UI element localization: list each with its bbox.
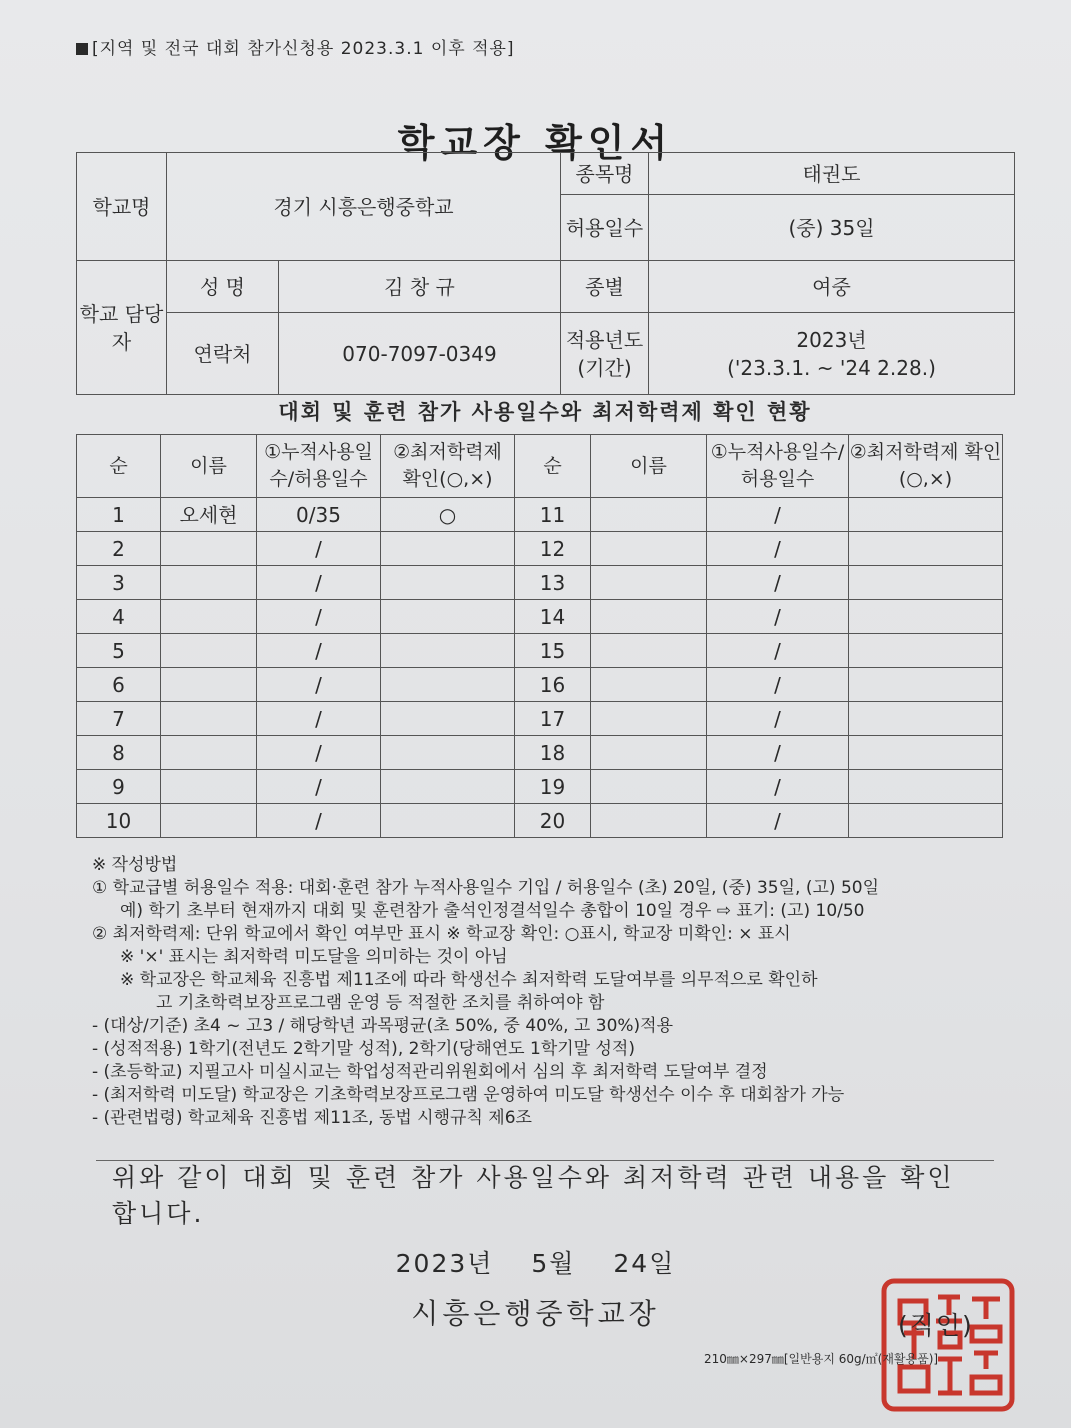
- row-no-left: 9: [77, 770, 161, 804]
- row-check-right: [849, 804, 1003, 838]
- col-days-left: ①누적사용일수/허용일수: [257, 435, 381, 498]
- table-row: [77, 600, 1003, 634]
- col-no-left: 순: [77, 435, 161, 498]
- row-no-left: 10: [77, 804, 161, 838]
- row-no-right: 15: [515, 634, 591, 668]
- confirm-line-1: 위와 같이 대회 및 훈련 참가 사용일수와 최저학력 관련 내용을 확인: [112, 1163, 955, 1192]
- row-check-right: [849, 566, 1003, 600]
- school-label: 학교명: [77, 153, 167, 261]
- row-name-left: [161, 804, 257, 838]
- paper-spec-note: 210㎜×297㎜[일반용지 60g/㎡(재활용품)]: [704, 1352, 939, 1366]
- row-days-left: 0/35: [257, 498, 381, 532]
- note-2-a: ※ '×' 표시는 최저학력 미도달을 의미하는 것이 아님: [120, 947, 508, 967]
- notes-heading: ※ 작성방법: [92, 855, 178, 875]
- row-days-left: /: [257, 804, 381, 838]
- note-2-b1: ※ 학교장은 학교체육 진흥법 제11조에 따라 학생선수 최저학력 도달여부를 의무적으로 확인하: [120, 970, 818, 990]
- row-days-right: /: [707, 600, 849, 634]
- row-name-left: [161, 532, 257, 566]
- row-check-left: [381, 736, 515, 770]
- principal-title: 시흥은행중학교장: [411, 1297, 660, 1330]
- row-name-left: 오세현: [161, 498, 257, 532]
- row-no-left: 1: [77, 498, 161, 532]
- row-no-left: 7: [77, 702, 161, 736]
- form-header-tag: [지역 및 전국 대회 참가신청용 2023.3.1 이후 적용]: [76, 34, 515, 59]
- table-row: [77, 634, 1003, 668]
- sport-value: 태권도: [649, 153, 1015, 195]
- detail-3: - (초등학교) 지필고사 미실시교는 학업성적관리위원회에서 심의 후 최저학력 도달여부 결정: [92, 1062, 768, 1082]
- detail-2: - (성적적용) 1학기(전년도 2학기말 성적), 2학기(당해연도 1학기말 성적): [92, 1039, 635, 1059]
- row-no-left: 5: [77, 634, 161, 668]
- year-label: 적용년도 (기간): [561, 313, 649, 395]
- allowed-value: (중) 35일: [649, 195, 1015, 261]
- row-name-right: [591, 600, 707, 634]
- row-name-left: [161, 634, 257, 668]
- table-row: [77, 804, 1003, 838]
- note-2: ② 최저학력제: 단위 학교에서 확인 여부만 표시 ※ 학교장 확인: ○표시, 학교장 미확인: × 표시: [92, 924, 791, 944]
- row-name-right: [591, 702, 707, 736]
- row-days-left: /: [257, 736, 381, 770]
- date-month: 5월: [531, 1249, 576, 1278]
- row-no-right: 16: [515, 668, 591, 702]
- row-check-right: [849, 736, 1003, 770]
- row-check-left: [381, 532, 515, 566]
- row-days-right: /: [707, 736, 849, 770]
- row-name-left: [161, 736, 257, 770]
- table-row: [77, 702, 1003, 736]
- name-label: 성 명: [167, 261, 279, 313]
- period-value: ('23.3.1. ~ '24 2.28.): [727, 355, 936, 380]
- allowed-label: 허용일수: [561, 195, 649, 261]
- row-no-right: 11: [515, 498, 591, 532]
- detail-5: - (관련법령) 학교체육 진흥법 제11조, 동법 시행규칙 제6조: [92, 1108, 532, 1128]
- row-name-right: [591, 498, 707, 532]
- note-2-b2: 고 기초학력보장프로그램 운영 등 적절한 조치를 취하여야 함: [156, 993, 605, 1013]
- row-name-right: [591, 566, 707, 600]
- row-name-right: [591, 770, 707, 804]
- row-days-left: /: [257, 600, 381, 634]
- row-no-right: 18: [515, 736, 591, 770]
- row-check-left: [381, 634, 515, 668]
- row-no-left: 6: [77, 668, 161, 702]
- row-check-left: [381, 804, 515, 838]
- date-year: 2023년: [395, 1249, 494, 1278]
- row-check-left: [381, 702, 515, 736]
- row-name-right: [591, 634, 707, 668]
- row-days-right: /: [707, 804, 849, 838]
- writing-notes: [92, 854, 1002, 1130]
- row-days-right: /: [707, 668, 849, 702]
- row-check-right: [849, 532, 1003, 566]
- contact-label: 연락처: [167, 313, 279, 395]
- row-name-right: [591, 668, 707, 702]
- row-no-right: 12: [515, 532, 591, 566]
- table-row: [77, 736, 1003, 770]
- row-days-left: /: [257, 634, 381, 668]
- row-check-right: [849, 770, 1003, 804]
- row-check-left: [381, 770, 515, 804]
- name-value: 김 창 규: [279, 261, 561, 313]
- seal-label: (직인): [898, 1311, 974, 1340]
- row-days-right: /: [707, 532, 849, 566]
- col-check-right: ②최저학력제 확인(○,×): [849, 435, 1003, 498]
- year-cell: [649, 313, 1015, 395]
- row-name-left: [161, 702, 257, 736]
- row-check-right: [849, 668, 1003, 702]
- sport-label: 종목명: [561, 153, 649, 195]
- row-days-right: /: [707, 566, 849, 600]
- table-header-row: [77, 435, 1003, 498]
- row-days-left: /: [257, 702, 381, 736]
- row-check-right: [849, 498, 1003, 532]
- row-no-left: 3: [77, 566, 161, 600]
- row-check-right: [849, 634, 1003, 668]
- row-name-right: [591, 532, 707, 566]
- section-title: 대회 및 훈련 참가 사용일수와 최저학력제 확인 현황: [278, 400, 812, 424]
- row-name-right: [591, 736, 707, 770]
- row-no-left: 8: [77, 736, 161, 770]
- category-label: 종별: [561, 261, 649, 313]
- date-day: 24일: [613, 1249, 676, 1278]
- row-days-left: /: [257, 770, 381, 804]
- row-days-right: /: [707, 770, 849, 804]
- table-row: [77, 668, 1003, 702]
- school-value: 경기 시흥은행중학교: [167, 153, 561, 261]
- table-row: [77, 532, 1003, 566]
- contact-value: 070-7097-0349: [279, 313, 561, 395]
- row-no-right: 19: [515, 770, 591, 804]
- note-1-example: 예) 학기 초부터 현재까지 대회 및 훈련참가 출석인정결석일수 총합이 10일 경우 ⇨ 표기: (고) 10/50: [120, 901, 865, 921]
- row-name-right: [591, 804, 707, 838]
- row-days-right: /: [707, 498, 849, 532]
- row-name-left: [161, 668, 257, 702]
- row-check-right: [849, 702, 1003, 736]
- row-no-right: 20: [515, 804, 591, 838]
- table-row: [77, 498, 1003, 532]
- official-seal-icon: [878, 1275, 1018, 1415]
- row-days-left: /: [257, 668, 381, 702]
- row-check-left: [381, 566, 515, 600]
- info-table: [76, 152, 1015, 395]
- row-name-left: [161, 770, 257, 804]
- row-no-right: 17: [515, 702, 591, 736]
- row-days-right: /: [707, 702, 849, 736]
- confirm-line-2: 합니다.: [112, 1199, 205, 1228]
- row-check-left: [381, 600, 515, 634]
- row-no-right: 14: [515, 600, 591, 634]
- col-name-left: 이름: [161, 435, 257, 498]
- square-bullet-icon: [76, 43, 88, 55]
- col-no-right: 순: [515, 435, 591, 498]
- row-days-right: /: [707, 634, 849, 668]
- detail-1: - (대상/기준) 초4 ~ 고3 / 해당학년 과목평균(초 50%, 중 40%, 고 30%)적용: [92, 1016, 674, 1036]
- col-days-right: ①누적사용일수/허용일수: [707, 435, 849, 498]
- row-name-left: [161, 566, 257, 600]
- col-check-left: ②최저학력제 확인(○,×): [381, 435, 515, 498]
- row-days-left: /: [257, 566, 381, 600]
- row-check-right: [849, 600, 1003, 634]
- note-1: ① 학교급별 허용일수 적용: 대회·훈련 참가 누적사용일수 기입 / 허용일수 (초) 20일, (중) 35일, (고) 50일: [92, 878, 880, 898]
- col-name-right: 이름: [591, 435, 707, 498]
- detail-4: - (최저학력 미도달) 학교장은 기초학력보장프로그램 운영하여 미도달 학생선수 이수 후 대회참가 가능: [92, 1085, 845, 1105]
- year-value: 2023년: [796, 327, 867, 352]
- row-no-left: 2: [77, 532, 161, 566]
- table-row: [77, 566, 1003, 600]
- document-title: 학교장 확인서: [397, 121, 674, 165]
- row-no-left: 4: [77, 600, 161, 634]
- row-check-left: ○: [381, 498, 515, 532]
- category-value: 여중: [649, 261, 1015, 313]
- row-no-right: 13: [515, 566, 591, 600]
- row-name-left: [161, 600, 257, 634]
- row-check-left: [381, 668, 515, 702]
- table-row: [77, 770, 1003, 804]
- row-days-left: /: [257, 532, 381, 566]
- confirmation-text: [112, 1160, 992, 1232]
- manager-label: 학교 담당자: [77, 261, 167, 395]
- participation-table: [76, 434, 1003, 838]
